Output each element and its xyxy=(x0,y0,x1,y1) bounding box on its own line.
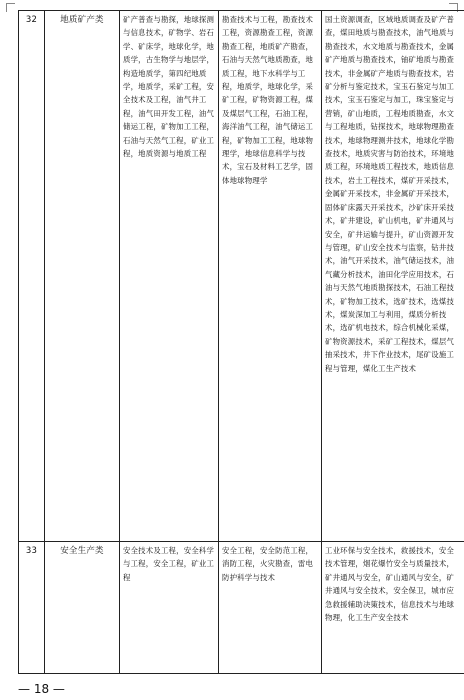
page-number: — 18 — xyxy=(18,682,65,696)
table-row xyxy=(19,542,464,674)
graduate-majors-cell: 矿产普查与勘探，地球探测与信息技术，矿物学、岩石学、矿床学，地球化学，地质学，古生物学与地层学，构造地质学，第四纪地质学，地质学，采矿工程，安全技术及工程，油气井工程，油气田开发工程，油气储运工程，矿物加工工程，石油与天然气工程，矿业工程，地质资源与地质工程 xyxy=(120,11,219,542)
corner-mark-left xyxy=(6,3,15,12)
vocational-majors-cell: 国土资源调查，区域地质调查及矿产普查，煤田地质与勘查技术，油气地质与勘查技术，水文地质与勘查技术，金属矿产地质与勘查技术，铀矿地质与勘查技术，非金属矿产地质与勘查技术，岩矿分析与鉴定技术，宝玉石鉴定与加工技术，宝玉石鉴定与加工，珠宝鉴定与营销，矿山地质，工程地质勘查，水文与工程地质，钻探技术，地球物理勘查技术，地球物理测井技术，地球化学勘查技术，地质灾害与防治技术，环境地质工程，环境地质工程技术，地质信息技术，岩土工程技术，煤矿开采技术，金属矿开采技术，非金属矿开采技术，固体矿床露天开采技术，沙矿床开采技术，矿井建设，矿山机电，矿井通风与安全，矿井运输与提升，矿山资源开发与管理，矿山安全技术与监察，钻井技术，油气开采技术，油气储运技术，油气藏分析技术，油田化学应用技术，石油与天然气地质勘探技术，石油工程技术，矿物加工技术，选矿技术，选煤技术，煤炭深加工与利用，煤质分析技术，选矿机电技术，综合机械化采煤，矿物资源技术，采矿工程技术，煤层气抽采技术，井下作业技术，尾矿设施工程与管理，煤化工生产技术 xyxy=(322,11,464,542)
row-number: 32 xyxy=(19,11,45,542)
category-name: 地质矿产类 xyxy=(45,11,120,542)
vocational-majors-cell: 工业环保与安全技术，救援技术，安全技术管理，烟花爆竹安全与质量技术，矿井通风与安全，矿山通风与安全，矿井通风与安全技术，安全保卫，城市应急救援辅助决策技术，信息技术与地球物理，化工生产安全技术 xyxy=(322,542,464,674)
table-row xyxy=(19,11,464,542)
undergraduate-majors-cell: 安全工程，安全防范工程，消防工程，火灾勘查，雷电防护科学与技术 xyxy=(219,542,322,674)
category-name: 安全生产类 xyxy=(45,542,120,674)
undergraduate-majors-cell: 勘查技术与工程，勘查技术工程，资源勘查工程，资源勘查工程，地质矿产勘查，石油与天然气地质勘查，地质工程，地下水科学与工程，地质学，地球化学，采矿工程，矿物资源工程，煤及煤层气工程，石油工程，海洋油气工程，油气储运工程，矿物加工工程，地球物理学，地球信息科学与技术，宝石及材料工艺学，固体地球物理学 xyxy=(219,11,322,542)
graduate-majors-cell: 安全技术及工程，安全科学与工程，安全工程，矿业工程 xyxy=(120,542,219,674)
discipline-table xyxy=(18,10,464,674)
row-number: 33 xyxy=(19,542,45,674)
